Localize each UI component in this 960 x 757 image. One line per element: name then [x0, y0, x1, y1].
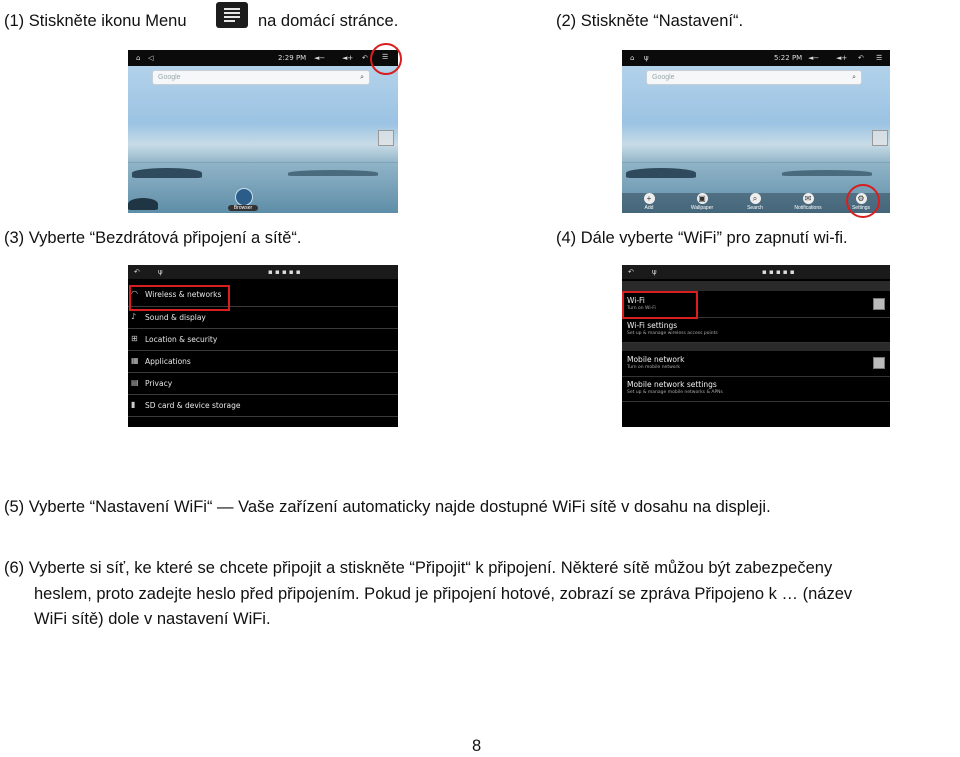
google-search-bar[interactable]	[646, 70, 862, 85]
volume-down-icon: ◄−	[314, 54, 326, 62]
back-icon: ◁	[148, 54, 154, 62]
volume-up-icon: ◄+	[342, 54, 354, 62]
privacy-icon: ▤	[131, 378, 139, 387]
sound-icon: ♪	[131, 312, 137, 321]
home-screen-screenshot	[128, 50, 398, 213]
notifications-icon: ✉	[803, 193, 814, 204]
status-icons: ▪ ▪ ▪ ▪ ▪	[268, 268, 301, 276]
gear-icon: ⚙	[857, 194, 865, 203]
mobile-network-settings-row[interactable]: Mobile network settings Set up & manage mobile networks & APNs	[622, 377, 890, 402]
search-placeholder: Google	[652, 74, 675, 81]
volume-up-icon: ◄+	[836, 54, 848, 62]
back-icon: ↶	[134, 268, 140, 276]
step-5-text: (5) Vyberte “Nastavení WiFi“ — Vaše zařízení automaticky najde dostupné WiFi sítě v dosahu na displeji.	[4, 498, 771, 516]
dock-search[interactable]: ⌕ Search	[747, 194, 763, 211]
section-header	[622, 281, 890, 291]
step-1-text: (1) Stiskněte ikonu Menu	[4, 12, 187, 30]
status-bar	[128, 265, 398, 279]
island	[132, 168, 202, 178]
wallpaper-icon: ▣	[698, 194, 706, 203]
back-icon: ↶	[628, 268, 634, 276]
status-bar	[128, 50, 398, 66]
sd-card-icon: ▮	[131, 400, 136, 409]
island	[782, 170, 872, 176]
browser-globe-icon[interactable]	[235, 188, 253, 206]
search-icon: ⌕	[852, 74, 856, 81]
search-placeholder: Google	[158, 74, 181, 81]
mobile-network-row[interactable]: Mobile network Turn on mobile network	[622, 352, 890, 377]
rock	[128, 198, 158, 210]
wifi-checkbox[interactable]	[873, 298, 885, 310]
settings-item-privacy[interactable]: ▤ Privacy	[128, 373, 398, 395]
settings-item-storage[interactable]: ▮ SD card & device storage	[128, 395, 398, 417]
status-bar	[622, 265, 890, 279]
wifi-icon: ◠	[131, 289, 138, 298]
page-number: 8	[472, 737, 482, 755]
step-2-text: (2) Stiskněte “Nastavení“.	[556, 12, 744, 30]
back-arrow-icon: ↶	[362, 54, 368, 62]
settings-item-wireless[interactable]: ◠ Wireless & networks	[128, 284, 398, 307]
app-drawer-icon[interactable]	[378, 130, 394, 146]
settings-item-applications[interactable]: ▦ Applications	[128, 351, 398, 373]
highlight-menu-circle	[370, 43, 402, 75]
browser-label: Browser	[228, 205, 258, 211]
signal-icon: ψ	[158, 268, 163, 276]
wireless-settings-screenshot	[622, 265, 890, 427]
home-icon: ⌂	[136, 54, 141, 62]
status-bar	[622, 50, 890, 66]
step-6-text	[4, 556, 956, 633]
search-icon: ⌕	[750, 193, 761, 204]
dock-wallpaper[interactable]: ▣ Wallpaper	[690, 194, 714, 211]
settings-item-sound[interactable]: ♪ Sound & display	[128, 307, 398, 329]
search-icon: ⌕	[360, 74, 364, 81]
section-header	[622, 343, 890, 351]
menu-icon[interactable]: ☰	[382, 53, 389, 61]
menu-icon	[216, 2, 248, 28]
volume-down-icon: ◄−	[808, 54, 820, 62]
step-3-text: (3) Vyberte “Bezdrátová připojení a sítě“.	[4, 229, 302, 247]
google-search-bar[interactable]	[152, 70, 370, 85]
status-time: 5:22 PM	[774, 54, 803, 62]
highlight-wireless-box	[129, 285, 230, 311]
app-drawer-icon[interactable]	[872, 130, 888, 146]
horizon-line	[622, 162, 890, 163]
step-6-line-2: heslem, proto zadejte heslo před připojením. Pokud je připojení hotové, zobrazí se zpráva Připojeno k … (název	[34, 584, 853, 603]
usb-icon: ψ	[644, 54, 649, 62]
add-icon: +	[644, 193, 655, 204]
wifi-toggle-row[interactable]: Wi-Fi Turn on Wi-Fi	[622, 293, 890, 318]
step-6-line-3: WiFi sítě) dole v nastavení WiFi.	[34, 610, 271, 628]
dock-settings[interactable]: ⚙ Settings	[851, 194, 871, 211]
horizon-line	[128, 162, 398, 163]
signal-icon: ψ	[652, 268, 657, 276]
back-arrow-icon: ↶	[858, 54, 864, 62]
step-4-text: (4) Dále vyberte “WiFi” pro zapnutí wi-fi.	[556, 229, 848, 247]
dock-notifications[interactable]: ✉ Notifications	[794, 194, 822, 211]
home-icon: ⌂	[630, 54, 635, 62]
island	[288, 170, 378, 176]
status-time: 2:29 PM	[278, 54, 307, 62]
mobile-network-checkbox[interactable]	[873, 357, 885, 369]
step-6-line-1: (6) Vyberte si síť, ke které se chcete připojit a stiskněte “Připojit“ k připojení. Některé sítě můžou být zabezpečeny	[4, 559, 833, 577]
highlight-wifi-box	[622, 291, 698, 319]
applications-icon: ▦	[131, 356, 139, 365]
island	[626, 168, 696, 178]
location-icon: ⊞	[131, 334, 138, 343]
dock-add[interactable]: + Add	[644, 194, 654, 211]
wifi-settings-row[interactable]: Wi-Fi settings Set up & manage wireless access points	[622, 318, 890, 343]
settings-item-location[interactable]: ⊞ Location & security	[128, 329, 398, 351]
step-1-suffix: na domácí stránce.	[258, 12, 399, 30]
highlight-settings-circle	[846, 184, 880, 218]
status-icons: ▪ ▪ ▪ ▪ ▪	[762, 268, 795, 276]
menu-icon: ☰	[876, 54, 883, 62]
